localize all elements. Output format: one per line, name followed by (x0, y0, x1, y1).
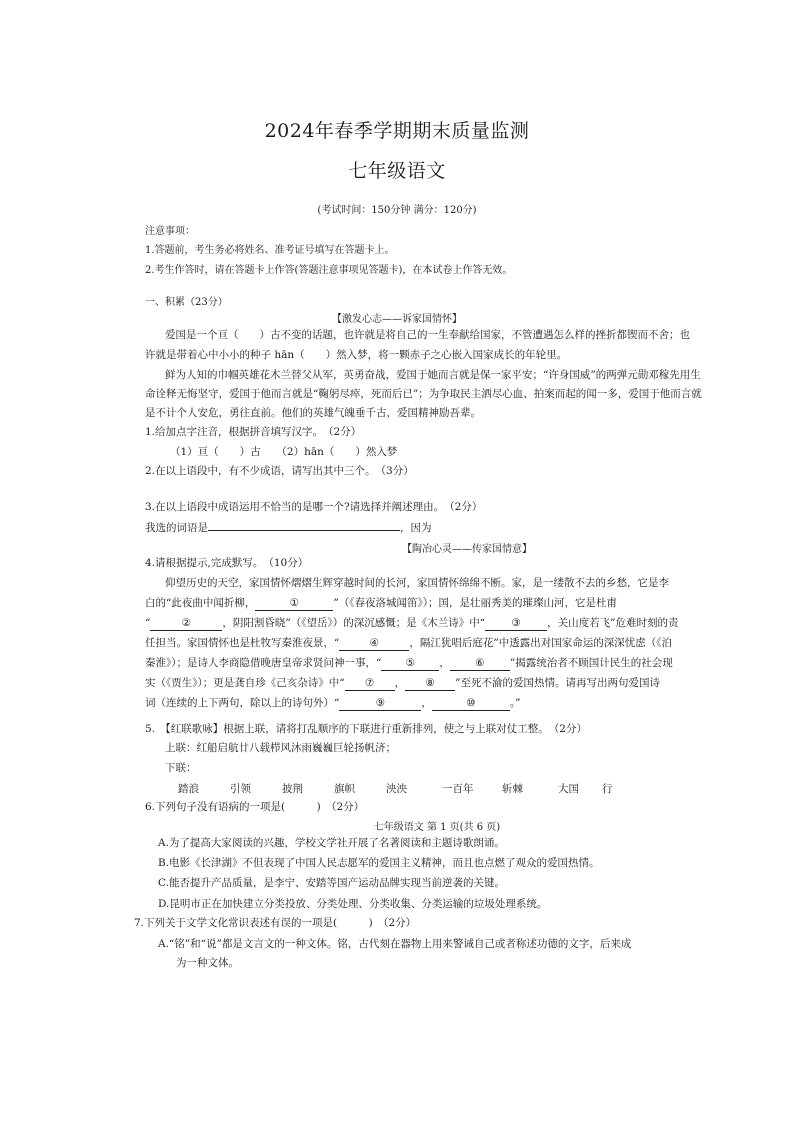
theme-heading: 【激发心志——诉家国情怀】 (332, 314, 462, 325)
passage-line (145, 593, 617, 613)
text: 。” (509, 697, 521, 709)
passage-line: 仰望历史的天空，家国情怀熠熠生辉穿越时间的长河，家国情怀绵绵不断。家，是一缕散不去的乡愁，它是李 (165, 577, 669, 589)
option-c[interactable]: C.能否提升产品质量，是李宁、安踏等国产运动品牌实现当前逆袭的关键。 (158, 877, 505, 889)
text: 任担当。家国情怀也是杜牧写秦淮夜景，“ (145, 637, 340, 649)
question-1: 1.给加点字注音，根据拼音填写汉字。 （2分） (145, 426, 362, 438)
text: ，阴阳割昏晓”（《望岳》）的深沉感慨；是《木兰诗》中“ (222, 617, 486, 629)
theme-heading: 【陶冶心灵——传家国情意】 (402, 544, 532, 555)
blank-2[interactable]: ② (150, 617, 222, 631)
exam-info: (考试时间：150分钟 满分：120分) (317, 205, 477, 216)
option-a[interactable]: A.“铭”和“说”都是文言文的一种文体。铭，古代刻在器物上用来警诫自己或者称述功德的文字，后来成 (158, 938, 632, 950)
text: ， (394, 677, 406, 689)
question-1-items: （1）亘（ ）古 （2）hān（ ）然入梦 (170, 446, 398, 458)
text: ，关山度若飞”危难时刻的责 (547, 617, 679, 629)
passage-line: 许就是带着心中小小的种子 hān（ ）然入梦，将一颗赤子之心嵌入国家成长的年轮里。 (145, 349, 568, 361)
couplet-lower-label: 下联： (165, 762, 197, 774)
notes-item: 1.答题前，考生务必将姓名、准考证号填写在答题卡上。 (145, 245, 395, 256)
section-heading: 一、积累（23分） (145, 297, 228, 308)
blank-7[interactable]: ⑦ (345, 677, 395, 691)
question-2: 2.在以上语段中，有不少成语，请写出其中三个。 （3分） (145, 465, 414, 477)
couplet-word[interactable]: 大国 (558, 783, 579, 795)
text: “ (145, 617, 151, 629)
couplet-word[interactable]: 旗帜 (334, 783, 355, 795)
blank-5[interactable]: ⑤ (381, 657, 439, 671)
question-3-answer (145, 517, 432, 538)
blank-3[interactable]: ③ (485, 617, 547, 631)
blank-6[interactable]: ⑥ (450, 657, 510, 671)
option-a-cont: 为一种文体。 (176, 957, 239, 969)
couplet-word-list (178, 779, 622, 799)
option-b[interactable]: B.电影《长津湖》不但表现了中国人民志愿军的爱国主义精神，而且也点燃了观众的爱国热情。 (158, 857, 600, 869)
couplet-word[interactable]: 踏浪 (178, 783, 199, 795)
passage-line (145, 653, 673, 673)
answer-blank[interactable] (208, 517, 400, 531)
question-7: 7.下列关于文学文化常识表述有误的一项是( ) （2分） (134, 917, 417, 929)
text: ”揭露统治者不顾国计民生的社会现 (509, 657, 673, 669)
couplet-upper: 上联：红船启航廿八载栉风沐雨巍巍巨轮扬帆济； (165, 742, 396, 754)
question-6: 6.下列句子没有语病的一项是( ) （2分） (145, 801, 365, 813)
answer-suffix: ，因为 (400, 522, 432, 534)
blank-8[interactable]: ⑧ (405, 677, 455, 691)
notes-item: 2.考生作答时，请在答题卡上作答(答题注意事项见答题卡)，在本试卷上作答无效。 (145, 265, 513, 276)
text: 词（连续的上下两句，除以上的诗句外）“ (145, 697, 340, 709)
question-3: 3.在以上语段中成语运用不恰当的是哪一个?请选择并阐述理由。 （2分） (145, 501, 483, 513)
blank-1[interactable]: ① (255, 597, 333, 611)
text: 实（《贾生》）；更是龚自珍《己亥杂诗》中“ (145, 677, 345, 689)
exam-title: 2024年春季学期期末质量监测 (264, 120, 530, 142)
passage-line (145, 693, 521, 713)
text: ， (421, 697, 432, 709)
passage-line: 是不计个人安危，勇往直前。他们的英雄气魄垂千古，爱国精神励吾辈。 (145, 407, 481, 419)
passage-line (145, 633, 672, 653)
blank-9[interactable]: ⑨ (339, 697, 421, 711)
option-d[interactable]: D.昆明市正在加快建立分类投放、分类处理、分类收集、分类运输的垃圾处理系统。 (158, 898, 548, 910)
page-footer: 七年级语文 第 1 页(共 6 页) (373, 822, 501, 833)
text: ， (439, 657, 450, 669)
blank-4[interactable]: ④ (339, 637, 409, 651)
couplet-word[interactable]: 斩棘 (502, 783, 523, 795)
couplet-word[interactable]: 泱泱 (386, 783, 407, 795)
question-5: 5. 【红联歌咏】根据上联，请将打乱顺序的下联进行重新排列，使之与上联对仗工整。 （2分） (145, 723, 587, 735)
couplet-word[interactable]: 行 (602, 783, 613, 795)
couplet-word[interactable]: 一百年 (442, 783, 474, 795)
blank-10[interactable]: ⑩ (432, 697, 510, 711)
passage-line: 命诠释无悔坚守，爱国于他而言就是“鞠躬尽瘁，死而后已”；为争取民主洒尽心血、拍案而起的闻一多，爱国于他而言就 (145, 388, 702, 400)
passage-line: 爱国是一个亘（ ）古不变的话题，也许就是将自己的一生奉献给国家，不管遭遇怎么样的挫折都锲而不舍；也 (165, 329, 690, 341)
text: ，隔江犹唱后庭花”中透露出对国家命运的深深忧虑（《泊 (409, 637, 672, 649)
couplet-word[interactable]: 引领 (230, 783, 251, 795)
couplet-word[interactable]: 披荆 (282, 783, 303, 795)
passage-line (145, 613, 679, 633)
notes-heading: 注意事项： (145, 226, 195, 237)
exam-subtitle: 七年级语文 (348, 160, 446, 182)
text: ”至死不渝的爱国热情。请再写出两句爱国诗 (455, 677, 660, 689)
text: 秦淮》）；是诗人李商隐借晚唐皇帝求贤问神一事，“ (145, 657, 382, 669)
text: ”（《春夜洛城闻笛》）；国，是壮丽秀美的璀璨山河，它是杜甫 (333, 597, 617, 609)
passage-line (145, 673, 660, 693)
text: 白的“此夜曲中闻折柳， (145, 597, 256, 609)
question-4: 4.请根据提示,完成默写。 （10分） (145, 557, 309, 569)
answer-prefix: 我选的词语是 (145, 522, 208, 534)
option-a[interactable]: A.为了提高大家阅读的兴趣，学校文学社开展了名著阅读和主题诗歌朗诵。 (158, 837, 505, 849)
passage-line: 鲜为人知的巾帼英雄花木兰替父从军，英勇奋战，爱国于她而言就是保一家平安；“许身国威”的两弹元勋邓稼先用生 (165, 369, 701, 381)
